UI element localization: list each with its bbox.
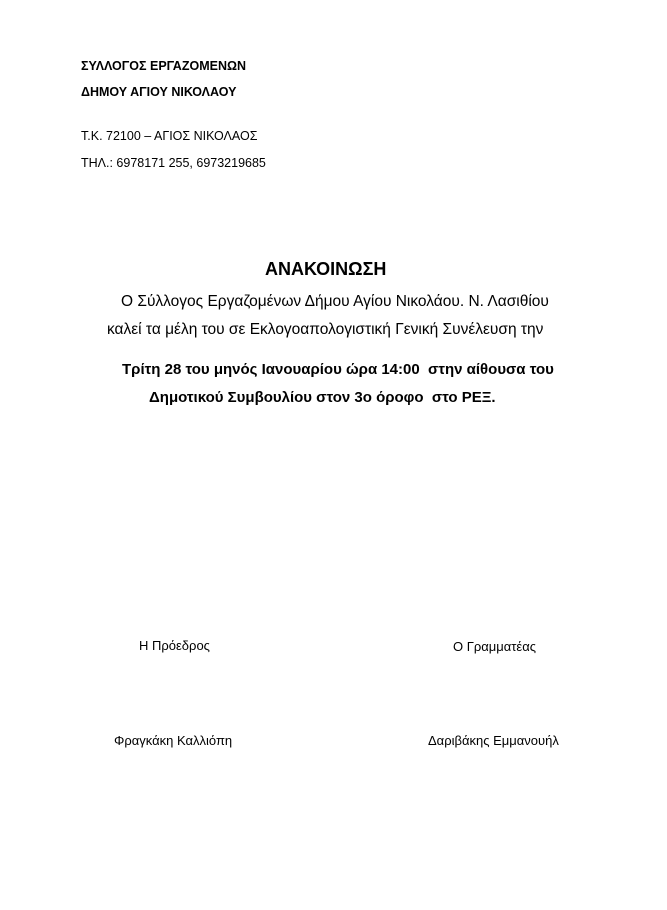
- org-name-line1: ΣΥΛΛΟΓΟΣ ΕΡΓΑΖΟΜΕΝΩΝ: [81, 59, 247, 73]
- org-address: Τ.Κ. 72100 – ΑΓΙΟΣ ΝΙΚΟΛΑΟΣ: [81, 129, 258, 143]
- org-phone: ΤΗΛ.: 6978171 255, 6973219685: [81, 156, 266, 170]
- announcement-title: ΑΝΑΚΟΙΝΩΣΗ: [265, 259, 387, 279]
- president-name: Φραγκάκη Καλλιόπη: [114, 733, 233, 748]
- announcement-date-line: Τρίτη 28 του μηνός Ιανουαρίου ώρα 14:00 στην αίθουσα του: [122, 361, 554, 378]
- announcement-line1: Ο Σύλλογος Εργαζομένων Δήμου Αγίου Νικολάου. Ν. Λασιθίου: [121, 293, 549, 310]
- secretary-role: Ο Γραμματέας: [453, 639, 537, 654]
- announcement-location-line: Δημοτικού Συμβουλίου στον 3ο όροφο στο ΡΕΞ.: [149, 389, 496, 406]
- president-role: Η Πρόεδρος: [139, 638, 210, 653]
- announcement-line2: καλεί τα μέλη του σε Εκλογοαπολογιστική Γενική Συνέλευση την: [107, 321, 544, 338]
- org-name-line2: ΔΗΜΟΥ ΑΓΙΟΥ ΝΙΚΟΛΑΟΥ: [81, 85, 237, 99]
- secretary-name: Δαριβάκης Εμμανουήλ: [428, 733, 559, 748]
